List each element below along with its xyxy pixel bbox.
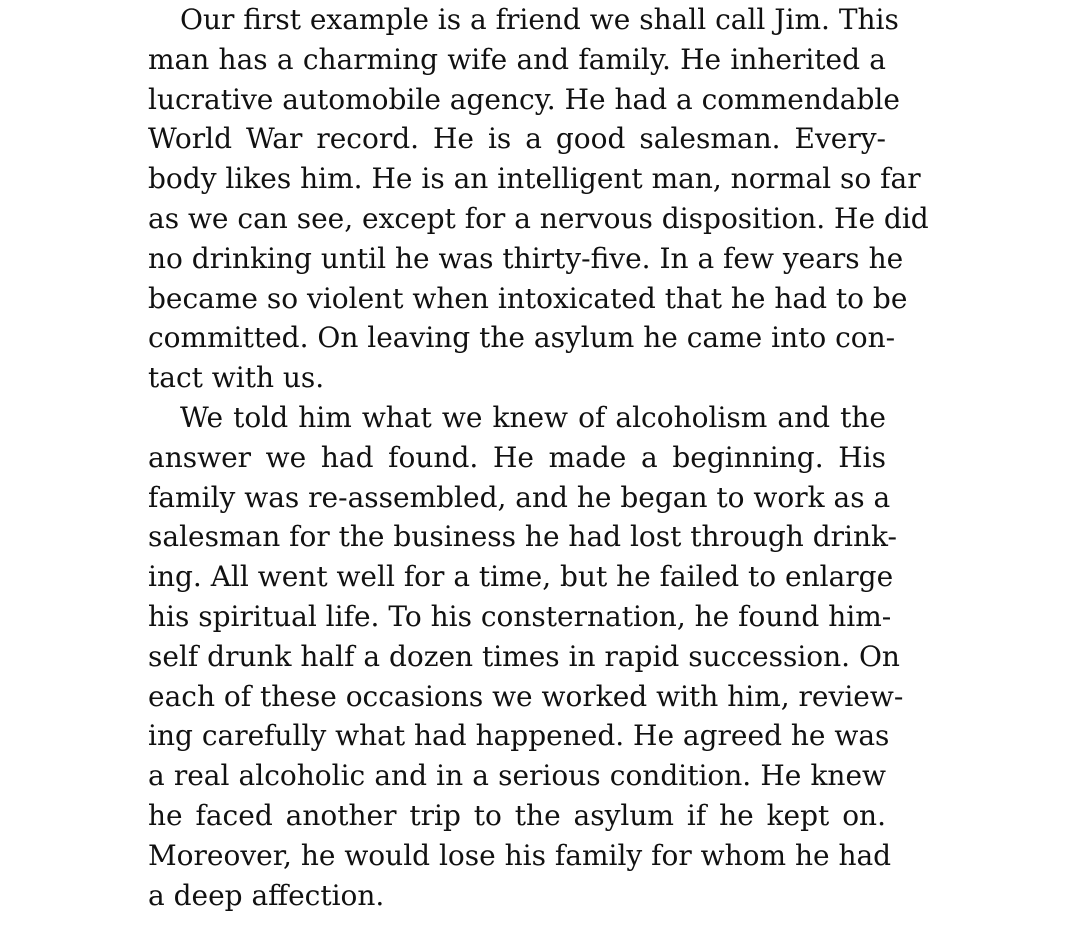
- text-line: his spiritual life. To his consternation, he found him-: [148, 599, 892, 633]
- text-line: each of these occasions we worked with him, review-: [148, 679, 904, 713]
- text-line: tact with us.: [148, 361, 325, 395]
- text-line: ing. All went well for a time, but he failed to enlarge: [148, 560, 894, 594]
- text-line: family was re-assembled, and he began to work as a: [148, 480, 891, 514]
- text-line: a deep affection.: [148, 878, 385, 912]
- text-line: We told him what we knew of alcoholism and the: [180, 400, 886, 434]
- text-line: Our first example is a friend we shall call Jim. This: [180, 3, 899, 36]
- text-line: as we can see, except for a nervous disposition. He did: [148, 201, 929, 235]
- text-line: self drunk half a dozen times in rapid succession. On: [148, 639, 900, 673]
- text-line: salesman for the business he had lost through drink-: [148, 520, 897, 554]
- text-line: no drinking until he was thirty-five. In a few years he: [148, 241, 904, 275]
- text-line: World War record. He is a good salesman. Every-: [148, 122, 886, 156]
- text-line: he faced another trip to the asylum if he kept on.: [148, 798, 886, 832]
- text-line: ing carefully what had happened. He agreed he was: [148, 719, 890, 753]
- text-line: answer we had found. He made a beginning. His: [148, 440, 886, 474]
- text-line: body likes him. He is an intelligent man, normal so far: [148, 162, 921, 196]
- text-line: committed. On leaving the asylum he came into con-: [148, 321, 896, 355]
- text-line: a real alcoholic and in a serious condition. He knew: [148, 759, 886, 793]
- text-line: lucrative automobile agency. He had a commendable: [148, 82, 900, 116]
- paragraph-2: [148, 398, 904, 915]
- paragraph-1: [148, 0, 929, 398]
- text-line: man has a charming wife and family. He inherited a: [148, 42, 886, 76]
- book-page: [148, 0, 929, 915]
- text-line: Moreover, he would lose his family for whom he had: [148, 838, 892, 872]
- text-line: became so violent when intoxicated that he had to be: [148, 281, 908, 315]
